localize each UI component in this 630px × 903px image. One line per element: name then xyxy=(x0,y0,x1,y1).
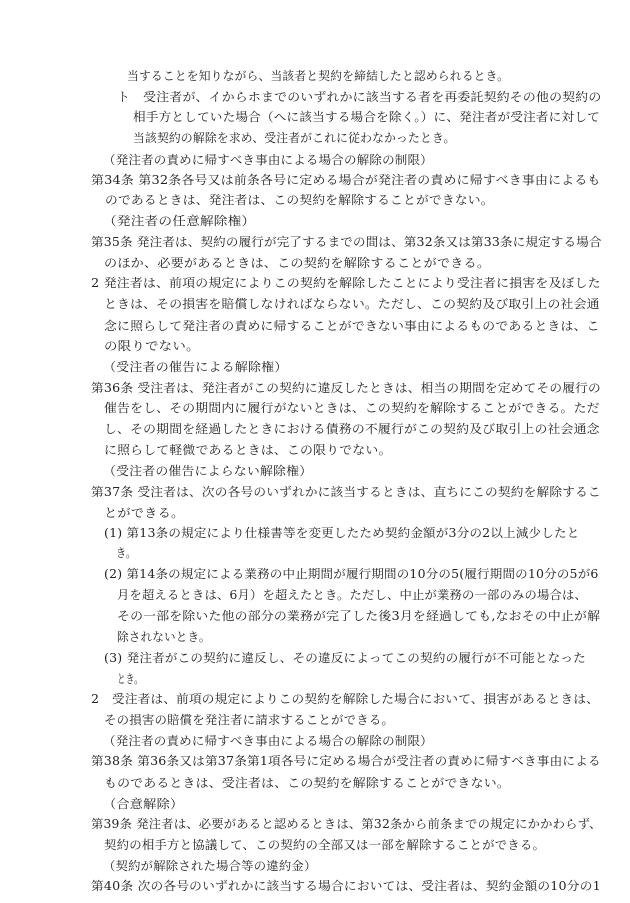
text-line: その損害の賠償を発注者に請求することができる。 xyxy=(104,713,395,727)
text-line: (3) 発注者がこの契約に違反し、その違反によってこの契約の履行が不可能となった xyxy=(104,651,586,665)
text-line: 第36条 受注者は、発注者がこの契約に違反したときは、相当の期間を定めてその履行の xyxy=(91,381,601,395)
text-line: 第37条 受注者は、次の各号のいずれかに該当するときは、直ちにこの契約を解除するこ xyxy=(91,485,601,499)
text-line: （契約が解除された場合等の違約金） xyxy=(103,859,317,873)
text-line: その一部を除いた他の部分の業務が完了した後3月を経過しても,なおその中止が解 xyxy=(117,609,601,623)
text-line: 契約の相手方と協議して、この契約の全部又は一部を解除することができる。 xyxy=(104,838,546,852)
text-line: 当該契約の解除を求め、受注者がこれに従わなかったとき。 xyxy=(133,131,456,145)
text-line: に照らして軽微であるときは、この限りでない。 xyxy=(104,443,392,457)
text-line: き。 xyxy=(116,546,137,560)
text-line: ときは、その損害を賠償しなければならない。ただし、この契約及び取引上の社会通 xyxy=(104,297,600,311)
text-line: 第40条 次の各号のいずれかに該当する場合においては、受注者は、契約金額の10分の1 xyxy=(91,879,601,893)
text-line: のほか、必要があるときは、この契約を解除することができる。 xyxy=(104,256,491,270)
text-line: とき。 xyxy=(117,672,143,686)
text-line: とができる。 xyxy=(104,506,185,520)
text-line: 相手方としていた場合（へに該当する場合を除く。）に、発注者が受注者に対して xyxy=(133,110,600,124)
text-line: ものであるときは、受注者は、この契約を解除することができない。 xyxy=(104,776,510,790)
text-line: ト 受注者が、イからホまでのいずれかに該当する者を再委託契約その他の契約の xyxy=(117,90,602,104)
text-line: 当することを知りながら、当該者と契約を締結したと認められるとき。 xyxy=(127,69,510,83)
text-line: のであるときは、発注者は、この契約を解除することができない。 xyxy=(105,193,494,207)
text-line: 第35条 発注者は、契約の履行が完了するまでの間は、第32条又は第33条に規定する場合 xyxy=(91,235,602,249)
text-line: 第38条 第36条又は第37条第1項各号に定める場合が受注者の責めに帰すべき事由による xyxy=(91,754,601,768)
text-line: 第34条 第32条各号又は前条各号に定める場合が発注者の責めに帰すべき事由によるも xyxy=(91,173,601,187)
text-line: （発注者の任意解除権） xyxy=(103,214,256,228)
text-line: （合意解除） xyxy=(103,797,184,811)
text-line: 第39条 発注者は、必要があると認めるときは、第32条から前条までの規定にかかわらず、 xyxy=(91,817,602,831)
text-line: し、その期間を経過したときにおける債務の不履行がこの契約及び取引上の社会通念 xyxy=(104,422,600,436)
text-line: 2 発注者は、前項の規定によりこの契約を解除したことにより受注者に損害を及ぼした xyxy=(91,276,601,290)
text-line: (1) 第13条の規定により仕様書等を変更したため契約金額が3分の2以上減少したと xyxy=(104,526,580,540)
text-line: （発注者の責めに帰すべき事由による場合の解除の制限） xyxy=(103,734,433,748)
text-line: 念に照らして発注者の責めに帰することができない事由によるものであるときは、こ xyxy=(104,319,600,333)
text-line: (2) 第14条の規定による業務の中止期間が履行期間の10分の5(履行期間の10分の5が6 xyxy=(104,567,599,581)
text-line: 除されないとき。 xyxy=(117,630,211,644)
text-line: の限りでない。 xyxy=(104,339,200,353)
text-line: （受注者の催告によらない解除権） xyxy=(103,464,313,478)
text-line: 月を超えるときは、6月）を超えたとき。ただし、中止が業務の一部のみの場合は、 xyxy=(117,588,588,602)
text-line: 2 受注者は、前項の規定によりこの契約を解除した場合において、損害があるときは、 xyxy=(91,692,600,706)
text-line: 催告をし、その期間内に履行がないときは、この契約を解除することができる。ただ xyxy=(104,401,600,415)
text-line: （受注者の催告による解除権） xyxy=(103,360,288,374)
text-line: （発注者の責めに帰すべき事由による場合の解除の制限） xyxy=(103,153,433,167)
